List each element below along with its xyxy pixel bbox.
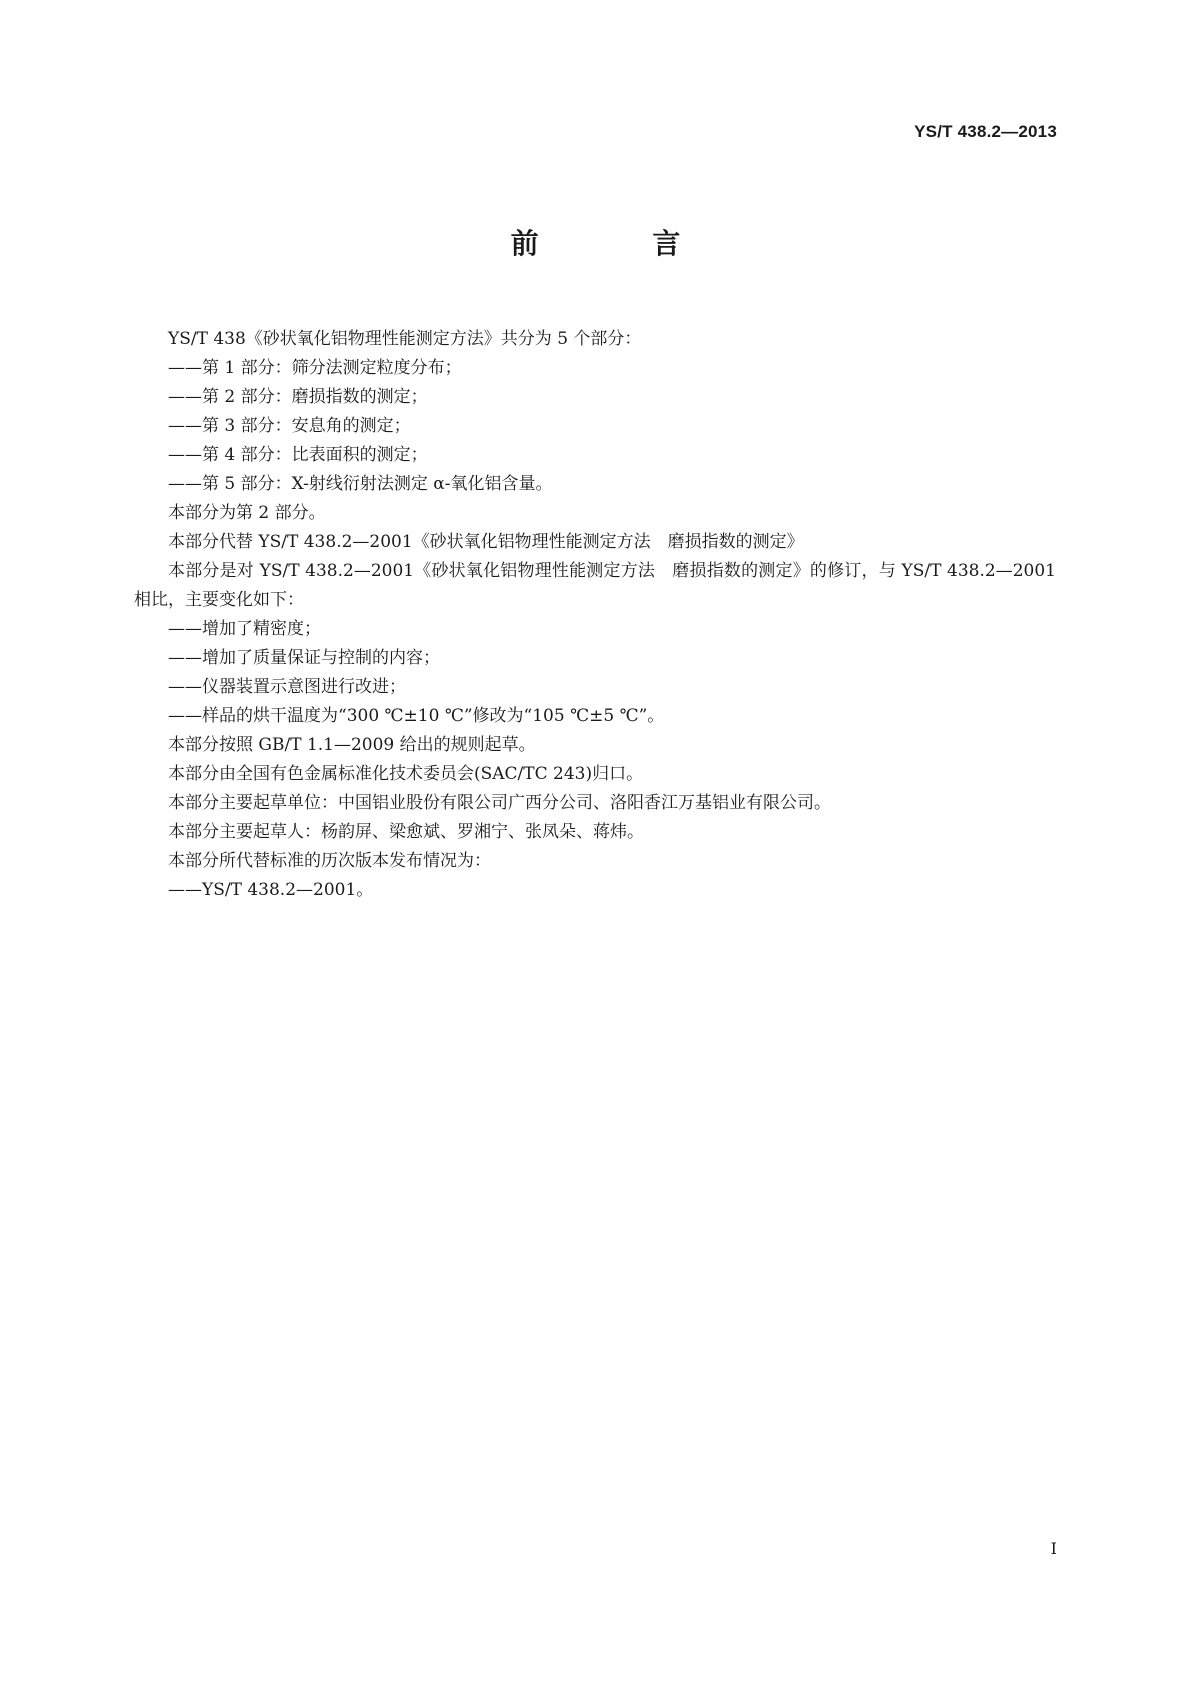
paragraph-history-intro: 本部分所代替标准的历次版本发布情况为：: [168, 851, 491, 871]
list-item-part-5: ——第 5 部分：X-射线衍射法测定 α-氧化铝含量。: [168, 474, 553, 494]
list-item-part-4: ——第 4 部分：比表面积的测定；: [168, 445, 428, 465]
list-item-part-3: ——第 3 部分：安息角的测定；: [168, 416, 411, 436]
page-title: 前 言: [510, 227, 733, 260]
page-number: I: [1050, 1539, 1057, 1558]
paragraph-committee: 本部分由全国有色金属标准化技术委员会(SAC/TC 243)归口。: [168, 764, 644, 784]
list-item-change-3: ——仪器装置示意图进行改进；: [168, 677, 406, 697]
list-item-change-2: ——增加了质量保证与控制的内容；: [168, 648, 440, 668]
standard-number: YS/T 438.2—2013: [914, 122, 1057, 141]
list-item-change-1: ——增加了精密度；: [168, 619, 321, 639]
paragraph-replaces: 本部分代替 YS/T 438.2—2001《砂状氧化铝物理性能测定方法 磨损指数的测定》: [168, 532, 804, 552]
paragraph-drafters: 本部分主要起草人：杨韵屏、梁愈斌、罗湘宁、张凤朵、蒋炜。: [168, 822, 644, 842]
list-item-part-1: ——第 1 部分：筛分法测定粒度分布；: [168, 358, 462, 378]
paragraph-part-statement: 本部分为第 2 部分。: [168, 503, 326, 523]
list-item-part-2: ——第 2 部分：磨损指数的测定；: [168, 387, 428, 407]
list-item-history-1: ——YS/T 438.2—2001。: [168, 880, 374, 900]
paragraph-intro: YS/T 438《砂状氧化铝物理性能测定方法》共分为 5 个部分：: [168, 329, 642, 349]
paragraph-drafting-units: 本部分主要起草单位：中国铝业股份有限公司广西分公司、洛阳香江万基铝业有限公司。: [168, 793, 831, 813]
preface-body: [134, 325, 1062, 905]
list-item-change-4: ——样品的烘干温度为“300 ℃±10 ℃”修改为“105 ℃±5 ℃”。: [168, 706, 665, 726]
paragraph-drafting-rules: 本部分按照 GB/T 1.1—2009 给出的规则起草。: [168, 735, 536, 755]
paragraph-revision: 本部分是对 YS/T 438.2—2001《砂状氧化铝物理性能测定方法 磨损指数的测定》的修订，与 YS/T 438.2—2001 相比，主要变化如下：: [134, 561, 1062, 610]
